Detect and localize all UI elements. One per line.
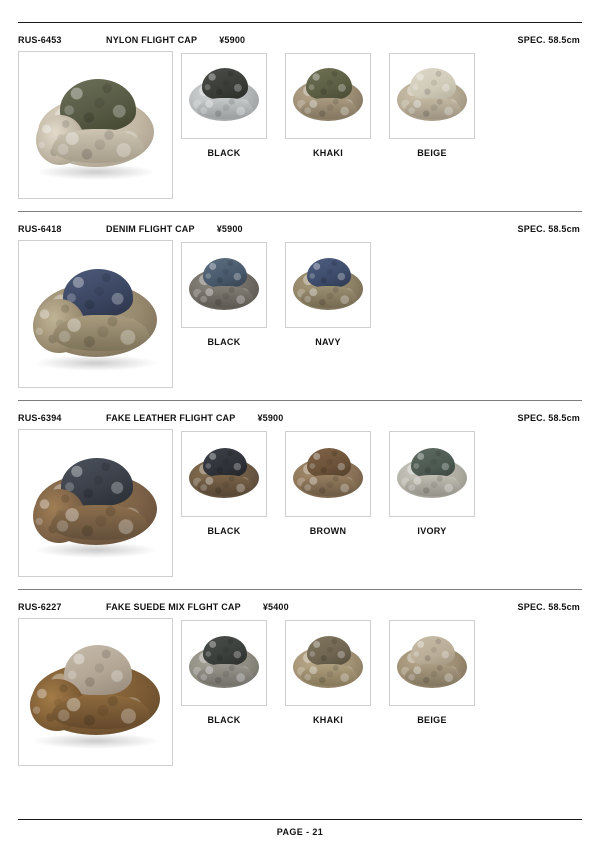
product-block <box>18 23 582 212</box>
fake-leather-flight-cap-main-photo[interactable] <box>18 429 173 577</box>
variant-label: BLACK <box>207 715 241 725</box>
variant-photo-beige[interactable] <box>389 620 475 706</box>
spec-label: SPEC. <box>517 35 546 45</box>
variant-list <box>181 240 371 347</box>
product-name: FAKE LEATHER FLIGHT CAP <box>106 413 236 423</box>
nylon-flight-cap-main-photo[interactable] <box>18 51 173 199</box>
variant-item[interactable] <box>285 620 371 725</box>
fake-suede-mix-flight-cap-main-photo[interactable] <box>18 618 173 766</box>
denim-flight-cap-main-photo[interactable] <box>18 240 173 388</box>
variant-list <box>181 429 475 536</box>
product-spec <box>518 602 582 612</box>
variant-photo-black[interactable] <box>181 242 267 328</box>
page-number: PAGE - 21 <box>276 827 324 837</box>
variant-item[interactable] <box>389 431 475 536</box>
variant-photo-black[interactable] <box>181 620 267 706</box>
variant-photo-beige[interactable] <box>389 53 475 139</box>
variant-item[interactable] <box>285 242 371 347</box>
variant-item[interactable] <box>285 53 371 158</box>
product-name: DENIM FLIGHT CAP <box>106 224 195 234</box>
product-price: ¥5400 <box>262 602 289 612</box>
product-header <box>18 401 582 429</box>
spec-label: SPEC. <box>517 413 546 423</box>
variant-list <box>181 618 475 725</box>
product-name: NYLON FLIGHT CAP <box>106 35 198 45</box>
spec-value: 58.5cm <box>548 35 580 45</box>
variant-item[interactable] <box>181 242 267 347</box>
spec-label: SPEC. <box>517 224 546 234</box>
variant-photo-brown[interactable] <box>285 431 371 517</box>
variant-label: NAVY <box>315 337 341 347</box>
product-price: ¥5900 <box>219 35 246 45</box>
variant-photo-khaki[interactable] <box>285 53 371 139</box>
product-spec <box>518 413 582 423</box>
variant-photo-black[interactable] <box>181 53 267 139</box>
variant-photo-khaki[interactable] <box>285 620 371 706</box>
variant-label: KHAKI <box>313 715 343 725</box>
product-row <box>18 51 582 199</box>
product-row <box>18 240 582 388</box>
product-block <box>18 212 582 401</box>
product-code: RUS-6394 <box>18 413 62 423</box>
spec-label: SPEC. <box>517 602 546 612</box>
product-spec <box>518 224 582 234</box>
variant-label: BLACK <box>207 337 241 347</box>
product-name: FAKE SUEDE MIX FLGHT CAP <box>106 602 241 612</box>
variant-label: BEIGE <box>417 715 447 725</box>
variant-item[interactable] <box>181 53 267 158</box>
product-price: ¥5900 <box>216 224 243 234</box>
variant-item[interactable] <box>181 620 267 725</box>
variant-label: KHAKI <box>313 148 343 158</box>
variant-list <box>181 51 475 158</box>
catalog-page <box>0 22 600 863</box>
variant-label: BEIGE <box>417 148 447 158</box>
variant-item[interactable] <box>389 620 475 725</box>
variant-label: BROWN <box>309 526 347 536</box>
page-footer <box>18 819 582 837</box>
product-row <box>18 429 582 577</box>
variant-label: IVORY <box>417 526 447 536</box>
product-header <box>18 23 582 51</box>
product-spec <box>518 35 582 45</box>
product-price: ¥5900 <box>257 413 284 423</box>
product-row <box>18 618 582 766</box>
variant-photo-black[interactable] <box>181 431 267 517</box>
variant-item[interactable] <box>181 431 267 536</box>
product-code: RUS-6227 <box>18 602 62 612</box>
variant-label: BLACK <box>207 526 241 536</box>
variant-photo-navy[interactable] <box>285 242 371 328</box>
variant-label: BLACK <box>207 148 241 158</box>
spec-value: 58.5cm <box>548 224 580 234</box>
product-code: RUS-6418 <box>18 224 62 234</box>
product-header <box>18 590 582 618</box>
product-block <box>18 590 582 766</box>
variant-item[interactable] <box>285 431 371 536</box>
spec-value: 58.5cm <box>548 413 580 423</box>
spec-value: 58.5cm <box>548 602 580 612</box>
product-header <box>18 212 582 240</box>
variant-photo-ivory[interactable] <box>389 431 475 517</box>
product-code: RUS-6453 <box>18 35 62 45</box>
product-block <box>18 401 582 590</box>
variant-item[interactable] <box>389 53 475 158</box>
